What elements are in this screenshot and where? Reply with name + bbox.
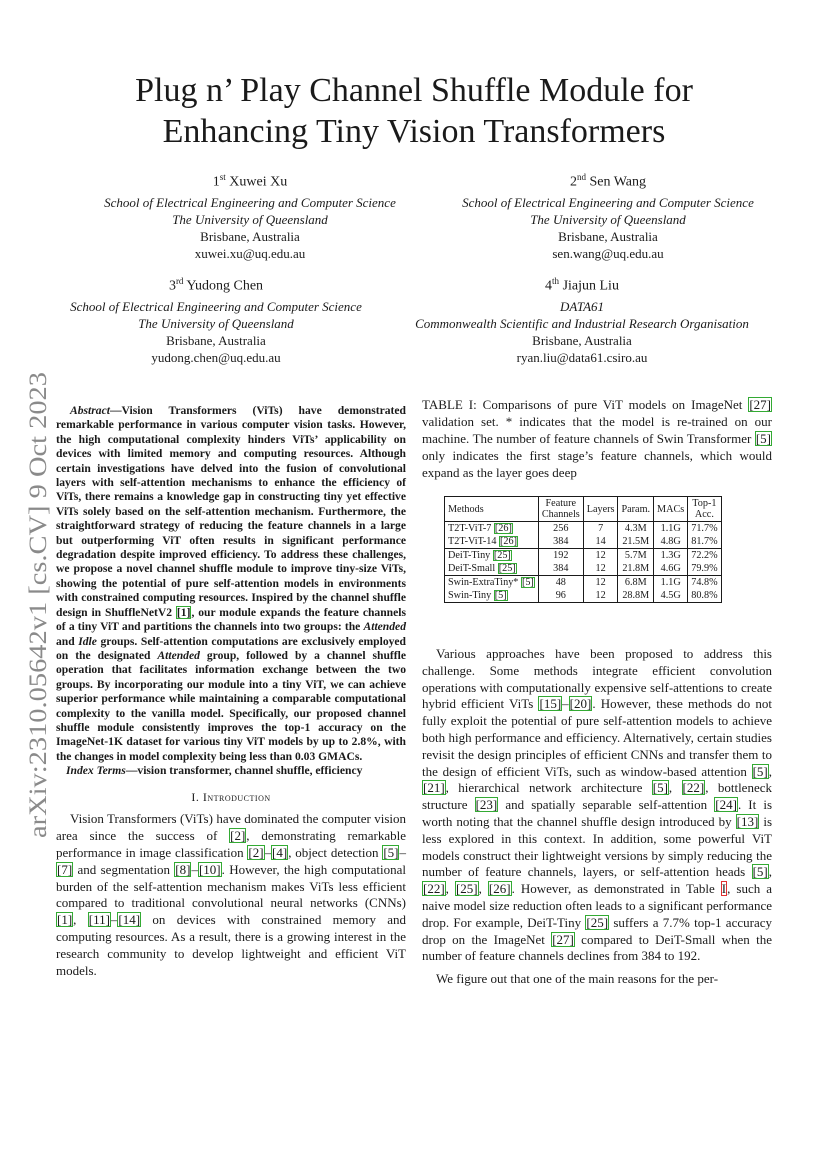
cell-channels: 384 <box>538 535 583 549</box>
author-affiliation: School of Electrical Engineering and Computer Science <box>462 194 754 210</box>
paper-title <box>60 70 768 152</box>
cell-acc: 74.8% <box>688 576 721 590</box>
cell-method: Swin-ExtraTiny* [5] <box>445 576 539 590</box>
cell-channels: 48 <box>538 576 583 590</box>
table-row <box>445 549 722 563</box>
citation-link[interactable]: [5] <box>652 780 668 796</box>
cell-channels: 96 <box>538 589 583 603</box>
cell-channels: 256 <box>538 522 583 536</box>
author-institution: The University of Queensland <box>172 211 328 227</box>
introduction-paragraph: Vision Transformers (ViTs) have dominated the computer vision area since the success of [2], demonstrating remarkable performance in image classification [2]–[4], object detection [5]–[7] and segmentation [8]–[10]. However, the high computational burden of the self-attention mechanism makes ViTs less efficient compared to traditional convolutional neural networks (CNNs) [1], [11]–[14] on devices with constrained memory and computing resources. As a result, there is a growing interest in the research community to develop lightweight and efficient ViT models. <box>56 811 407 978</box>
header-param: Param. <box>618 497 654 522</box>
author-location: Brisbane, Australia <box>532 332 632 348</box>
author-institution: The University of Queensland <box>530 211 686 227</box>
cell-macs: 4.5G <box>654 589 688 603</box>
title-line-1: Plug n’ Play Channel Shuffle Module for <box>135 72 693 109</box>
citation-link[interactable]: [5] <box>752 763 768 779</box>
results-table <box>444 496 722 603</box>
citation-link[interactable]: [7] <box>57 861 73 877</box>
table-row <box>445 535 722 549</box>
citation-link[interactable]: [27] <box>749 397 771 412</box>
citation-link[interactable]: [5] <box>521 577 534 588</box>
cell-acc: 81.7% <box>688 535 721 549</box>
table-row <box>445 562 722 576</box>
right-column <box>422 646 772 988</box>
header-layers: Layers <box>583 497 618 522</box>
arxiv-watermark-text: arXiv:2310.05642v1 [cs.CV] 9 Oct 2023 <box>25 428 52 838</box>
author-affiliation: School of Electrical Engineering and Computer Science <box>104 194 396 210</box>
citation-link[interactable]: [8] <box>175 861 191 877</box>
author-affiliation: School of Electrical Engineering and Computer Science <box>70 298 362 314</box>
citation-link[interactable]: [5] <box>752 864 768 880</box>
citation-link[interactable]: [25] <box>498 563 516 574</box>
citation-link[interactable]: [20] <box>569 696 592 712</box>
section-heading-introduction: I. Introduction <box>191 789 271 804</box>
author-name: 2nd Sen Wang <box>569 172 647 190</box>
cell-macs: 4.6G <box>654 562 688 576</box>
author-location: Brisbane, Australia <box>558 228 658 244</box>
cell-method: T2T-ViT-7 [26] <box>445 522 539 536</box>
citation-link[interactable]: [14] <box>118 912 141 928</box>
citation-link[interactable]: [2] <box>248 844 264 860</box>
cell-method: DeiT-Small [25] <box>445 562 539 576</box>
body-paragraph: Various approaches have been proposed to address this challenge. Some methods integrate efficient convolution operations with computationally expensive self-attentions to create hybrid efficient ViTs [15]–[20]. However, these methods do not fully exploit the potential of pure self-attention models to achieve both high performance and efficiency. Alternatively, certain studies revisit the design principles of efficient CNNs and transfer them to the design of efficient ViTs, such as window-based attention [5], [21], hierarchical network architecture [5], [22], bottleneck structure [23] and spatially separable self-attention [24]. It is worth noting that the channel shuffle design introduced by [13] is less explored in this context. In addition, some powerful ViT models construct their lightweight versions by simply reducing the number of feature channels, layers, or self-attention heads [5], [22], [25], [26]. However, as demonstrated in Table I, such a naive model size reduction often leads to a significant performance drop. For example, DeiT-Tiny [25] suffers a 7.7% top-1 accuracy drop on the ImageNet [27] compared to DeiT-Small when the number of feature channels declines from 384 to 192. <box>422 646 773 964</box>
cell-macs: 1.1G <box>654 576 688 590</box>
author-email[interactable]: ryan.liu@data61.csiro.au <box>516 349 648 365</box>
author-email[interactable]: xuwei.xu@uq.edu.au <box>194 245 306 261</box>
citation-link[interactable]: [1] <box>176 605 191 619</box>
cell-layers: 12 <box>583 589 618 603</box>
author-location: Brisbane, Australia <box>166 332 266 348</box>
citation-link[interactable]: [25] <box>586 914 609 930</box>
cell-layers: 7 <box>583 522 618 536</box>
citation-link[interactable]: [22] <box>682 780 705 796</box>
citation-link[interactable]: [23] <box>475 797 498 813</box>
cell-layers: 14 <box>583 535 618 549</box>
cell-macs: 1.3G <box>654 549 688 563</box>
citation-link[interactable]: [11] <box>88 912 110 928</box>
author-email[interactable]: yudong.chen@uq.edu.au <box>151 349 281 365</box>
cell-method: Swin-Tiny [5] <box>445 589 539 603</box>
citation-link[interactable]: [5] <box>755 431 771 446</box>
header-macs: MACs <box>654 497 688 522</box>
header-top1-acc: Top-1 Acc. <box>688 497 721 522</box>
header-methods: Methods <box>445 497 539 522</box>
cell-acc: 72.2% <box>688 549 721 563</box>
header-feature-channels: Feature Channels <box>538 497 583 522</box>
table-caption: TABLE I: Comparisons of pure ViT models on ImageNet [27] validation set. * indicates that the model is re-trained on our machine. The number of feature channels of Swin Transformer [5] only indicates the first stage’s feature channels, which would expand as the layer goes deep <box>422 397 772 480</box>
table-reference-link[interactable]: I <box>721 881 727 897</box>
abstract: Abstract—Vision Transformers (ViTs) have demonstrated remarkable performance in various computer vision tasks. However, the high computational complexity hinders ViTs’ applicability on devices with limited memory and computing resources. Although certain investigations have delved into the fusion of convolutional layers with self-attention mechanisms to enhance the efficiency of ViTs, there remains a knowledge gap in constructing tiny yet effective ViTs solely based on the self-attention mechanism. Furthermore, the straightforward strategy of reducing the feature channels in a large but outperforming ViT often results in significant performance degradation despite improved efficiency. To address these challenges, we propose a novel channel shuffle module to improve tiny-size ViTs, showing the potential of pure self-attention models in environments with constrained computing resources. Inspired by the channel shuffle design in ShuffleNetV2 [1], our module expands the feature channels of a tiny ViT and partitions the channels into two groups: the Attended and Idle groups. Self-attention computations are exclusively employed on the designated Attended group, followed by a channel shuffle operation that facilitates information exchange between the two groups. By incorporating our module into a tiny ViT, we can achieve superior performance while maintaining a comparable computational complexity to the vanilla model. Specifically, our proposed channel shuffle module consistently improves the top-1 accuracy on the ImageNet-1K dataset for various tiny ViT models by up to 2.8%, with the changes in model complexity being less than 0.03 GMACs. <box>56 404 407 763</box>
cell-acc: 79.9% <box>688 562 721 576</box>
title-line-2: Enhancing Tiny Vision Transformers <box>162 113 666 150</box>
cell-param: 4.3M <box>618 522 654 536</box>
arxiv-watermark <box>14 370 58 840</box>
citation-link[interactable]: [25] <box>455 881 478 897</box>
table-row <box>445 522 722 536</box>
author-block-3 <box>50 272 382 366</box>
citation-link[interactable]: [21] <box>423 780 445 796</box>
cell-macs: 4.8G <box>654 535 688 549</box>
cell-layers: 12 <box>583 562 618 576</box>
author-block-4 <box>390 272 774 366</box>
table-row <box>445 576 722 590</box>
author-block-1 <box>82 168 418 262</box>
citation-link[interactable]: [27] <box>552 931 574 947</box>
author-institution: The University of Queensland <box>138 315 294 331</box>
author-name: 1st Xuwei Xu <box>212 172 288 190</box>
author-email[interactable]: sen.wang@uq.edu.au <box>552 245 664 261</box>
citation-link[interactable]: [5] <box>383 844 399 860</box>
cell-channels: 384 <box>538 562 583 576</box>
citation-link[interactable]: [26] <box>494 523 512 534</box>
cell-acc: 80.8% <box>688 589 721 603</box>
table-header-row <box>445 497 722 522</box>
cell-param: 28.8M <box>618 589 654 603</box>
body-paragraph: We figure out that one of the main reasons for the per- <box>436 971 719 987</box>
index-terms: Index Terms—vision transformer, channel shuffle, efficiency <box>66 764 363 778</box>
author-block-2 <box>440 168 776 262</box>
cell-macs: 1.1G <box>654 522 688 536</box>
cell-method: T2T-ViT-14 [26] <box>445 535 539 549</box>
table-row <box>445 589 722 603</box>
author-institution: Commonwealth Scientific and Industrial Research Organisation <box>415 315 749 331</box>
author-name: 4th Jiajun Liu <box>545 276 619 294</box>
citation-link[interactable]: [1] <box>57 912 73 928</box>
cell-param: 21.8M <box>618 562 654 576</box>
author-affiliation: DATA61 <box>559 298 605 314</box>
citation-link[interactable]: [5] <box>494 590 507 601</box>
citation-link[interactable]: [13] <box>736 813 759 829</box>
cell-layers: 12 <box>583 576 618 590</box>
citation-link[interactable]: [4] <box>272 844 288 860</box>
cell-channels: 192 <box>538 549 583 563</box>
citation-link[interactable]: [2] <box>230 828 246 844</box>
citation-link[interactable]: [22] <box>423 881 445 897</box>
cell-method: DeiT-Tiny [25] <box>445 549 539 563</box>
cell-param: 21.5M <box>618 535 654 549</box>
author-location: Brisbane, Australia <box>200 228 300 244</box>
cell-acc: 71.7% <box>688 522 721 536</box>
author-name: 3rd Yudong Chen <box>168 276 264 294</box>
citation-link[interactable]: [24] <box>715 797 737 813</box>
cell-layers: 12 <box>583 549 618 563</box>
left-column <box>56 404 406 979</box>
citation-link[interactable]: [15] <box>539 696 562 712</box>
cell-param: 6.8M <box>618 576 654 590</box>
cell-param: 5.7M <box>618 549 654 563</box>
citation-link[interactable]: [25] <box>493 550 511 561</box>
citation-link[interactable]: [26] <box>499 536 517 547</box>
citation-link[interactable]: [26] <box>488 881 511 897</box>
citation-link[interactable]: [10] <box>198 861 221 877</box>
comparison-table <box>444 496 780 603</box>
